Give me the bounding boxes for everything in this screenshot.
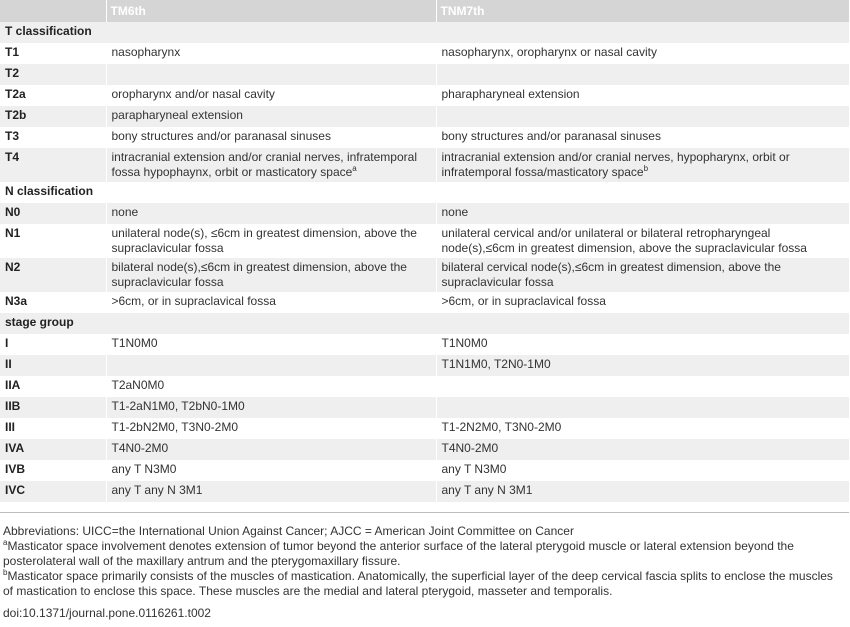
tnm7-cell-text: T1-2N2M0, T3N0-2M0	[441, 420, 562, 434]
row-label	[0, 64, 106, 85]
row-label	[0, 355, 106, 376]
section-label-text: T classification	[5, 24, 92, 38]
tnm6-cell	[106, 355, 436, 376]
section-row	[0, 22, 849, 43]
row-label-text: II	[5, 357, 12, 371]
tnm6-cell-text: unilateral node(s), ≤6cm in greatest dimension, above the supraclavicular fossa	[111, 226, 417, 255]
table-row	[0, 439, 849, 460]
tnm6-cell-text: none	[111, 205, 139, 219]
section-label-text: stage group	[5, 315, 74, 329]
table-bottom-rule	[0, 512, 849, 513]
row-label-text: T1	[5, 45, 20, 59]
row-label	[0, 397, 106, 418]
footnote-b-text: Masticator space primarily consists of the muscles of mastication. Anatomically, the superficial layer of the deep cervical fascia splits to enclose the muscles of mastication to enclose this space. These muscles are the medial and lateral pterygoid, masseter and temporalis.	[3, 569, 833, 598]
table-row	[0, 376, 849, 397]
tnm6-cell	[106, 148, 436, 182]
tnm6-cell	[106, 43, 436, 64]
row-label	[0, 376, 106, 397]
tnm6-cell	[106, 439, 436, 460]
tnm7-cell	[436, 127, 849, 148]
tnm6-cell	[106, 460, 436, 481]
table-row	[0, 43, 849, 64]
abbreviations-note: Abbreviations: UICC=the International Union Against Cancer; AJCC = American Joint Committee on Cancer	[3, 524, 574, 538]
table-row	[0, 481, 849, 502]
row-label-text: IVB	[5, 462, 26, 476]
header-cell-tnm7: TNM7th	[436, 0, 849, 22]
row-label-text: N1	[5, 226, 21, 240]
tnm6-cell	[106, 292, 436, 313]
row-label-text: N3a	[5, 294, 28, 308]
tnm6-cell-text: any T N3M0	[111, 462, 177, 476]
footnote-marker: a	[352, 164, 357, 173]
footnote-b	[3, 569, 843, 599]
tnm6-cell-text: nasopharynx	[111, 45, 181, 59]
tnm7-cell-text: T1N1M0, T2N0-1M0	[441, 357, 551, 371]
footnote-a	[3, 539, 843, 569]
tnm7-cell-text: none	[441, 205, 469, 219]
header-cell-empty	[0, 0, 106, 22]
table-row	[0, 355, 849, 376]
section-label-text: N classification	[5, 184, 94, 198]
section-label	[0, 182, 849, 203]
row-label-text: T2b	[5, 108, 27, 122]
row-label-text: III	[5, 420, 16, 434]
tnm7-cell-text: >6cm, or in supraclavical fossa	[441, 294, 606, 308]
section-row	[0, 313, 849, 334]
tnm7-cell-text: pharapharyneal extension	[441, 87, 580, 101]
tnm7-cell	[436, 85, 849, 106]
tnm6-cell	[106, 64, 436, 85]
table-row	[0, 203, 849, 224]
row-label	[0, 439, 106, 460]
footnote-a-mark: a	[3, 538, 8, 547]
tnm7-cell-text: any T any N 3M1	[441, 483, 533, 497]
table-row	[0, 127, 849, 148]
row-label	[0, 127, 106, 148]
tnm7-cell-text: bony structures and/or paranasal sinuses	[441, 129, 661, 143]
row-label	[0, 148, 106, 182]
row-label-text: T2a	[5, 87, 26, 101]
tnm6-cell-text: bilateral node(s),≤6cm in greatest dimension, above the supraclavicular fossa	[111, 260, 407, 289]
table-row	[0, 460, 849, 481]
tnm7-cell	[436, 224, 849, 258]
row-label	[0, 203, 106, 224]
tnm6-cell	[106, 334, 436, 355]
table-body	[0, 22, 849, 502]
tnm6-cell-text: bony structures and/or paranasal sinuses	[111, 129, 331, 143]
row-label-text: I	[5, 336, 9, 350]
tnm7-cell-text: unilateral cervical and/or unilateral or bilateral retropharyngeal node(s),≤6cm in greatest dimension, above the supraclavicular fossa	[441, 226, 807, 255]
tnm7-cell	[436, 258, 849, 292]
tnm6-cell	[106, 127, 436, 148]
table-header-row	[0, 0, 849, 22]
row-label	[0, 460, 106, 481]
table-row	[0, 148, 849, 182]
tnm7-cell	[436, 481, 849, 502]
row-label-text: IIB	[5, 399, 21, 413]
tnm7-cell-text: intracranial extension and/or cranial nerves, hypopharynx, orbit or infratemporal fossa/masticatory space	[441, 150, 790, 179]
tnm7-cell-text: T1N0M0	[441, 336, 488, 350]
row-label	[0, 292, 106, 313]
tnm6-cell-text: T1-2aN1M0, T2bN0-1M0	[111, 399, 245, 413]
row-label-text: T3	[5, 129, 20, 143]
tnm6-cell	[106, 397, 436, 418]
tnm7-cell	[436, 418, 849, 439]
tnm7-cell	[436, 355, 849, 376]
tnm7-cell	[436, 64, 849, 85]
row-label	[0, 85, 106, 106]
tnm6-cell	[106, 418, 436, 439]
tnm7-cell	[436, 460, 849, 481]
table-row	[0, 85, 849, 106]
section-label	[0, 313, 849, 334]
tnm6-cell-text: T2aN0M0	[111, 378, 165, 392]
section-row	[0, 182, 849, 203]
tnm7-cell-text: T4N0-2M0	[441, 441, 499, 455]
footnote-marker: b	[643, 164, 649, 173]
row-label-text: N0	[5, 205, 21, 219]
doi-link[interactable]: doi:10.1371/journal.pone.0116261.t002	[3, 606, 211, 620]
tnm6-cell	[106, 224, 436, 258]
table-row	[0, 258, 849, 292]
tnm6-cell-text: >6cm, or in supraclavical fossa	[111, 294, 276, 308]
tnm7-cell	[436, 334, 849, 355]
tnm6-cell-text: any T any N 3M1	[111, 483, 203, 497]
tnm7-cell	[436, 148, 849, 182]
row-label-text: T2	[5, 66, 20, 80]
header-cell-tnm6: TM6th	[106, 0, 436, 22]
row-label-text: IVA	[5, 441, 25, 455]
table-row	[0, 224, 849, 258]
tnm7-cell	[436, 43, 849, 64]
table-row	[0, 397, 849, 418]
tnm6-cell-text: T4N0-2M0	[111, 441, 169, 455]
tnm7-cell	[436, 203, 849, 224]
tnm7-cell	[436, 292, 849, 313]
tnm7-cell	[436, 397, 849, 418]
row-label-text: T4	[5, 150, 20, 164]
footnote-a-text: Masticator space involvement denotes extension of tumor beyond the anterior surface of the lateral pterygoid muscle or lateral extension beyond the posterolateral wall of the maxillary antrum and the pterygomaxillary fissure.	[3, 539, 794, 568]
tnm6-cell	[106, 258, 436, 292]
table-footnotes	[3, 524, 843, 599]
row-label	[0, 418, 106, 439]
row-label-text: N2	[5, 260, 21, 274]
row-label-text: IIA	[5, 378, 21, 392]
tnm6-cell-text: parapharyneal extension	[111, 108, 243, 122]
row-label	[0, 106, 106, 127]
table-row	[0, 292, 849, 313]
row-label	[0, 43, 106, 64]
tnm6-cell	[106, 481, 436, 502]
tnm7-cell-text: any T N3M0	[441, 462, 507, 476]
tnm7-cell-text: nasopharynx, oropharynx or nasal cavity	[441, 45, 657, 59]
tnm6-cell	[106, 85, 436, 106]
table-row	[0, 106, 849, 127]
tnm7-cell-text: bilateral cervical node(s),≤6cm in greatest dimension, above the supraclavicular fossa	[441, 260, 781, 289]
row-label-text: IVC	[5, 483, 26, 497]
section-label	[0, 22, 849, 43]
row-label	[0, 258, 106, 292]
table-row	[0, 64, 849, 85]
tnm6-cell-text: T1N0M0	[111, 336, 158, 350]
row-label	[0, 334, 106, 355]
tnm6-cell	[106, 203, 436, 224]
tnm6-cell-text: intracranial extension and/or cranial nerves, infratemporal fossa hypophaynx, orbit or masticatory space	[111, 150, 417, 179]
row-label	[0, 481, 106, 502]
tnm7-cell	[436, 376, 849, 397]
tnm7-cell	[436, 106, 849, 127]
tnm6-cell-text: T1-2bN2M0, T3N0-2M0	[111, 420, 238, 434]
table-row	[0, 418, 849, 439]
row-label	[0, 224, 106, 258]
table-row	[0, 334, 849, 355]
tnm7-cell	[436, 439, 849, 460]
footnote-b-mark: b	[3, 568, 8, 577]
tnm6-cell	[106, 106, 436, 127]
tnm6-cell-text: oropharynx and/or nasal cavity	[111, 87, 275, 101]
tnm6-cell	[106, 376, 436, 397]
